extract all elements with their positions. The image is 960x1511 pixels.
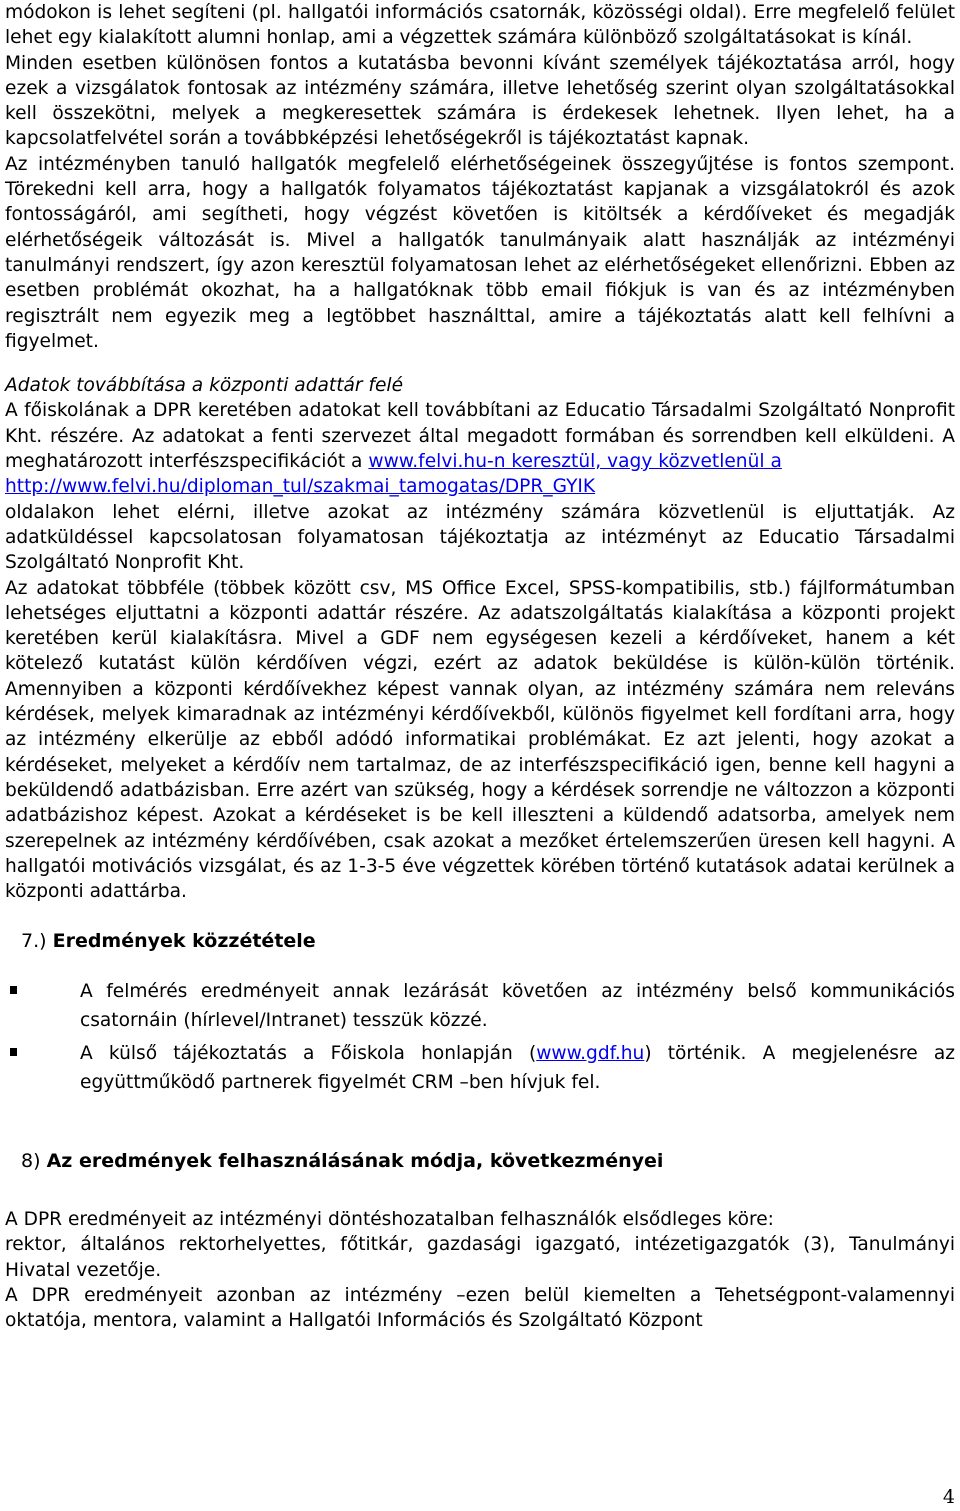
data-transfer-paragraph-1 <box>5 398 955 575</box>
page-number: 4 <box>942 1486 955 1508</box>
section-8-paragraph-3: A DPR eredményeit azonban az intézmény –ezen belül kiemelten a Tehetségpont-valamennyi oktatója, mentora, valamint a Hallgatói Információs és Szolgáltató Központ <box>5 1284 955 1332</box>
section-7-title: Eredmények közzététele <box>52 930 316 953</box>
section-8-heading <box>21 1149 955 1174</box>
data-transfer-paragraph-2: Az adatokat többféle (többek között csv, MS Office Excel, SPSS-kompatibilis, stb.) fájlformátumban lehetséges eljuttatni a központi adattár részére. Az adatszolgáltatás kialakítása a központi projekt keretében kerül kialakításra. Mivel a GDF nem egységesen kezeli a kérdőíveket, hanem a két kötelező kutatást külön kérdőíven végzi, ezért az adatok beküldése is külön-külön történik. Amennyiben a központi kérdőívekhez képest vannak olyan, az intézmény számára nem releváns kérdések, melyek kimaradnak az intézményi kérdőívekből, különös figyelmet kell fordítani arra, hogy az intézmény elkerülje az ebből adódó informatikai problémákat. Ez azt jelenti, hogy azokat a kérdéseket, melyeket a kérdőív nem tartalmaz, de az interfészspecifikáció igen, benne kell hagyni a beküldendő adatbázisban. Erre azért van szükség, hogy a kérdések sorrendje ne változzon a központi adatbázishoz képest. Azokat a kérdéseket is be kell illeszteni a küldendő adatsorba, amelyek nem szerepelnek az intézmény kérdőívében, csak azokat a mezőket értelemszerűen üresen kell hagyni. A hallgatói motivációs vizsgálat, és az 1-3-5 éve végzettek körében történő kutatások adatai kerülnek a központi adattárba. <box>5 577 955 903</box>
intro-paragraph-3: Az intézményben tanuló hallgatók megfelelő elérhetőségeinek összegyűjtése is fontos szempont. Törekedni kell arra, hogy a hallgatók folyamatos tájékoztatást kapjanak a vizsgálatokról és azok fontosságáról, ami segítheti, hogy végzést követően is kitöltsék a kérdőíveket és megadják elérhetőségeik változását is. Mivel a hallgatók tanulmányaik alatt használják az intézményi tanulmányi rendszert, így azon keresztül folyamatosan lehet az elérhetőségeket ellenőrizni. Ebben az esetben problémát okozhat, ha a hallgatóknak több email fiókjuk is van és az intézményben regisztrált nem egyezik meg a legtöbbet használttal, amire a tájékoztatás alatt kell felhívni a figyelmet. <box>5 153 955 352</box>
document-page <box>5 0 955 1333</box>
square-bullet-icon <box>10 986 17 994</box>
section-8-number: 8) <box>21 1149 41 1172</box>
felvi-link[interactable]: www.felvi.hu-n keresztül, vagy közvetlenül a <box>368 451 782 473</box>
section-8-title: Az eredmények felhasználásának módja, következményei <box>46 1149 664 1172</box>
intro-paragraph-1: módokon is lehet segíteni (pl. hallgatói információs csatornák, közösségi oldal). Erre megfelelő felület lehet egy kialakított alumni honlap, ami a végzettek számára különböző szolgáltatásokat is kínál. <box>5 2 955 49</box>
bullet-2-text <box>80 1039 955 1097</box>
data-transfer-heading: Adatok továbbítása a központi adattár felé <box>5 375 404 397</box>
bullet-2-text-after: ) történik. A megjelenésre az együttműködő partnerek figyelmét CRM –ben hívjuk fel. <box>80 1042 955 1093</box>
section-7-number: 7.) <box>21 930 47 953</box>
bullet-1-text: A felmérés eredményeit annak lezárását követően az intézmény belső kommunikációs csatornáin (hírlevel/Intranet) tesszük közzé. <box>80 980 955 1031</box>
list-item <box>5 977 955 1035</box>
data-transfer-text-after-link: oldalakon lehet elérni, illetve azokat az intézmény számára közvetlenül is eljuttatják. Az adatküldéssel kapcsolatosan folyamatosan tájékoztatja az intézményt az Educatio Társadalmi Szolgáltató Nonprofit Kht. <box>5 501 955 574</box>
section-8-paragraph-1: A DPR eredményeit az intézményi döntéshozatalban felhasználók elsődleges köre: <box>5 1208 774 1230</box>
section-7-bullet-list <box>5 977 955 1097</box>
section-7-heading <box>21 929 955 954</box>
section-8-paragraph-2: rektor, általános rektorhelyettes, főtitkár, gazdasági igazgató, intézetigazgatók (3), Tanulmányi Hivatal vezetője. <box>5 1234 955 1281</box>
square-bullet-icon <box>10 1048 17 1056</box>
list-item <box>5 1039 955 1097</box>
dpr-gyik-link[interactable]: http://www.felvi.hu/diploman_tul/szakmai_tamogatas/DPR_GYIK <box>5 476 596 498</box>
bullet-2-text-before: A külső tájékoztatás a Főiskola honlapján ( <box>80 1042 537 1064</box>
data-transfer-text-before-link: A főiskolának a DPR keretében adatokat kell továbbítani az Educatio Társadalmi Szolgáltató Nonprofit Kht. részére. Az adatokat a fenti szervezet által megadott formában és sorrendben kell elküldeni. A meghatározott interfészspecifikációt a <box>5 400 955 473</box>
gdf-link[interactable]: www.gdf.hu <box>536 1042 645 1064</box>
intro-paragraph-2: Minden esetben különösen fontos a kutatásba bevonni kívánt személyek tájékoztatása arról, hogy ezek a vizsgálatok fontosak az intézmény számára, illetve lehetőség szerint olyan szolgáltatásokkal kell összekötni, melyek a megkeresettek számára is érdekesek lehetnek. Ilyen lehet, ha a kapcsolatfelvétel során a továbbképzési lehetőségekről is tájékoztatást kapnak. <box>5 52 955 150</box>
